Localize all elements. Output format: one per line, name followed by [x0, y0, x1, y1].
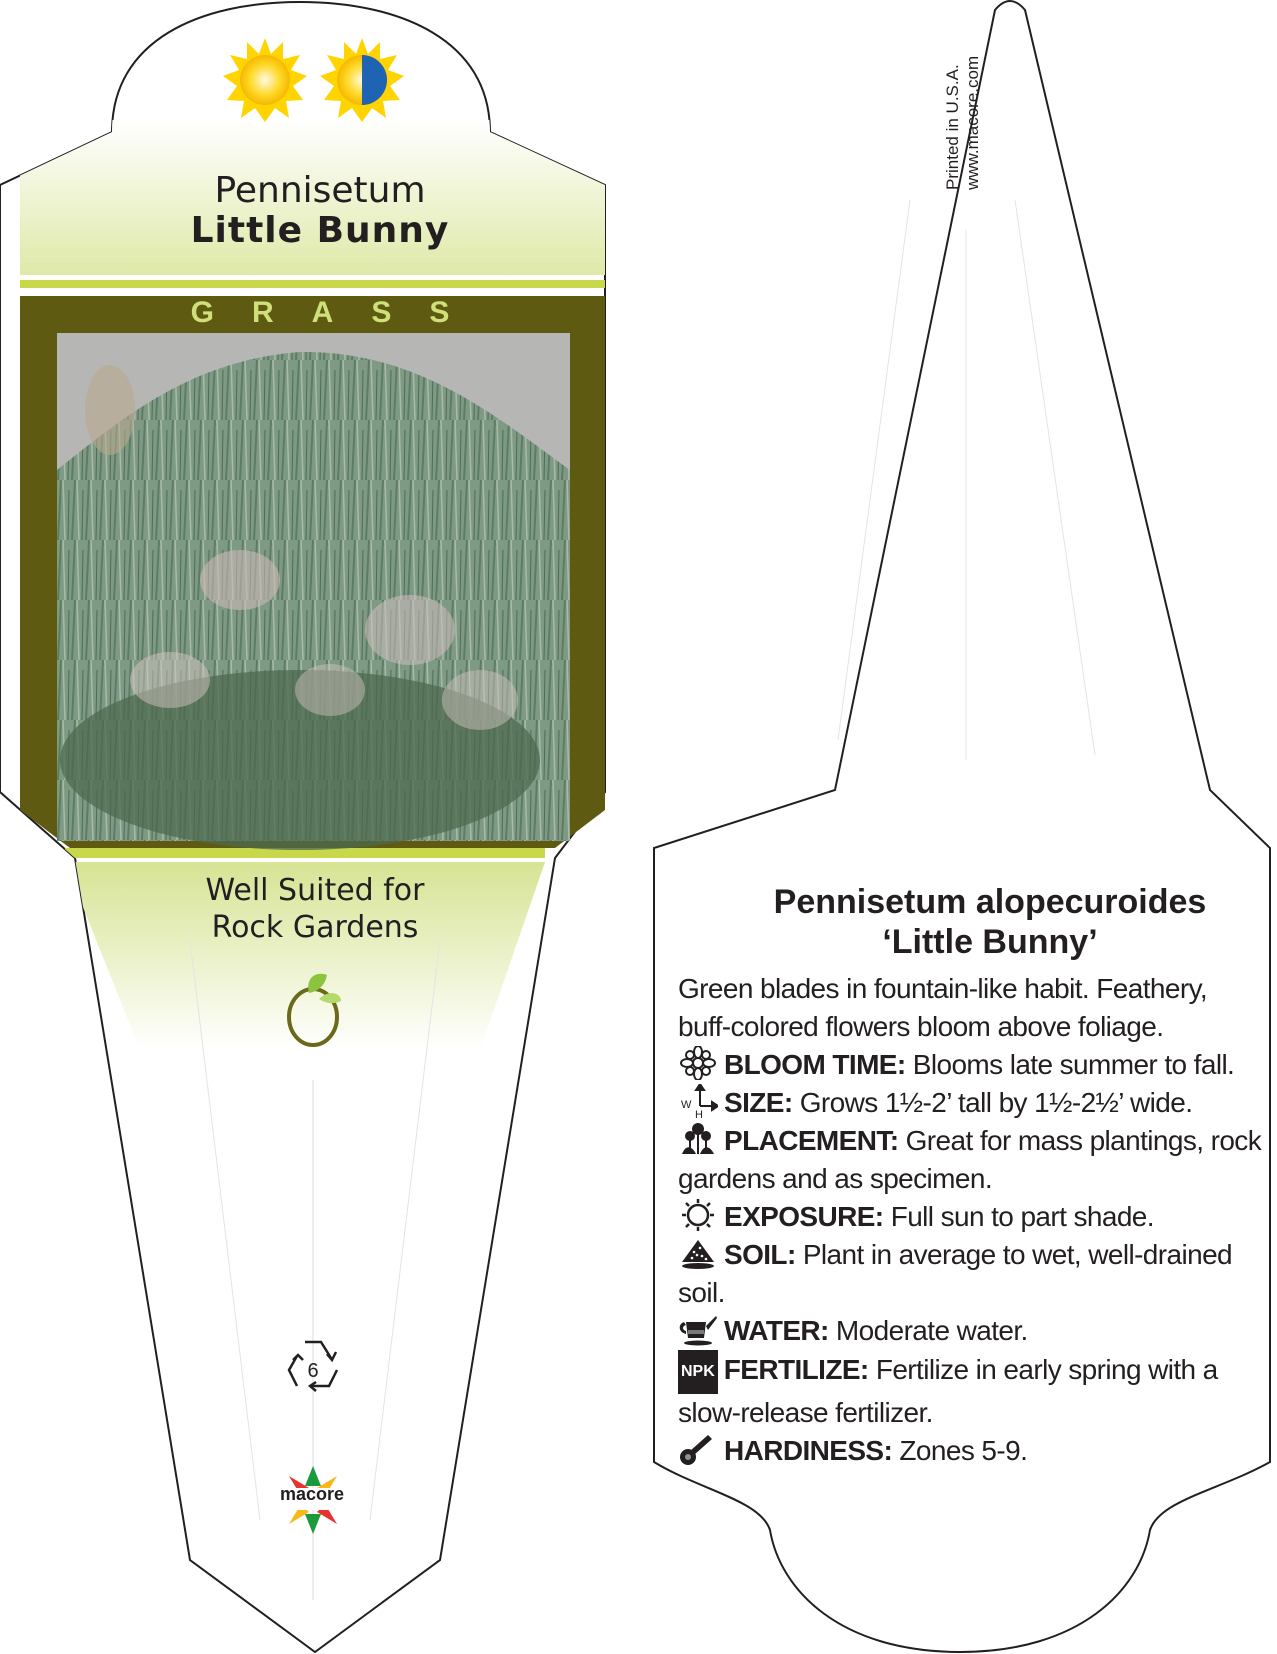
botanical-name-line2: ‘Little Bunny’ — [882, 923, 1098, 961]
botanical-name-line1: Pennisetum alopecuroides — [773, 883, 1207, 921]
watering-can-icon — [678, 1312, 718, 1346]
placement-text: Great for mass plantings, rock — [898, 1125, 1262, 1156]
soil-row — [678, 1236, 1277, 1312]
printed-line2: www.macore.com — [963, 55, 982, 190]
tagline — [100, 872, 530, 946]
size-row — [678, 1084, 1277, 1122]
common-name-line1: Pennisetum — [214, 170, 426, 211]
exposure-text: Full sun to part shade. — [883, 1201, 1154, 1232]
header-band — [20, 280, 606, 288]
fertilize-text-line2: slow-release fertilizer. — [678, 1397, 933, 1428]
soil-text: Plant in average to wet, well-drained soil. — [678, 1239, 1233, 1308]
hardiness-row — [678, 1432, 1277, 1470]
thermometer-icon — [678, 1432, 718, 1466]
placement-row — [678, 1122, 1277, 1160]
tagline-line2: Rock Gardens — [211, 910, 419, 945]
recycle-code: 6 — [307, 1360, 319, 1382]
tagline-line1: Well Suited for — [205, 873, 425, 908]
common-name — [100, 171, 540, 251]
description-line1: Green blades in fountain-like habit. Feathery, — [678, 973, 1208, 1004]
npk-icon: NPK — [678, 1350, 718, 1394]
size-label: SIZE: — [724, 1087, 793, 1118]
bloom-time-text: Blooms late summer to fall. — [905, 1049, 1235, 1080]
bloom-time-row — [678, 1046, 1277, 1084]
flower-bed-icon — [678, 1122, 718, 1156]
printer-info — [943, 56, 983, 190]
exposure-label: EXPOSURE: — [724, 1201, 884, 1232]
plant-photo — [57, 333, 570, 850]
brand-logo-text: macore — [279, 1484, 345, 1504]
plant-description — [678, 970, 1277, 1470]
common-name-line2: Little Bunny — [190, 210, 450, 251]
size-arrows-icon — [678, 1084, 718, 1118]
soil-mound-icon — [678, 1236, 718, 1270]
fertilize-text: Fertilize in early spring with a — [868, 1354, 1218, 1385]
water-row — [678, 1312, 1277, 1350]
fertilize-label: FERTILIZE: — [723, 1354, 869, 1385]
size-icon-h: H — [695, 1109, 703, 1118]
botanical-name — [700, 882, 1277, 962]
plant-category: GRASS — [190, 296, 488, 329]
exposure-row — [678, 1198, 1277, 1236]
water-label: WATER: — [724, 1315, 829, 1346]
description-line2: buff-colored flowers bloom above foliage. — [678, 1011, 1164, 1042]
size-icon-w: W — [681, 1099, 691, 1111]
placement-label: PLACEMENT: — [724, 1125, 899, 1156]
hardiness-label: HARDINESS: — [724, 1435, 893, 1466]
hardiness-text: Zones 5-9. — [892, 1435, 1028, 1466]
printed-line1: Printed in U.S.A. — [943, 64, 962, 190]
size-text: Grows 1½-2’ tall by 1½-2½’ wide. — [792, 1087, 1193, 1118]
water-text: Moderate water. — [828, 1315, 1028, 1346]
fertilize-row — [678, 1350, 1277, 1394]
soil-label: SOIL: — [724, 1239, 796, 1270]
bloom-time-label: BLOOM TIME: — [724, 1049, 906, 1080]
placement-text-line2: gardens and as specimen. — [678, 1163, 993, 1194]
flower-icon — [678, 1046, 718, 1080]
sun-outline-icon — [678, 1198, 718, 1232]
